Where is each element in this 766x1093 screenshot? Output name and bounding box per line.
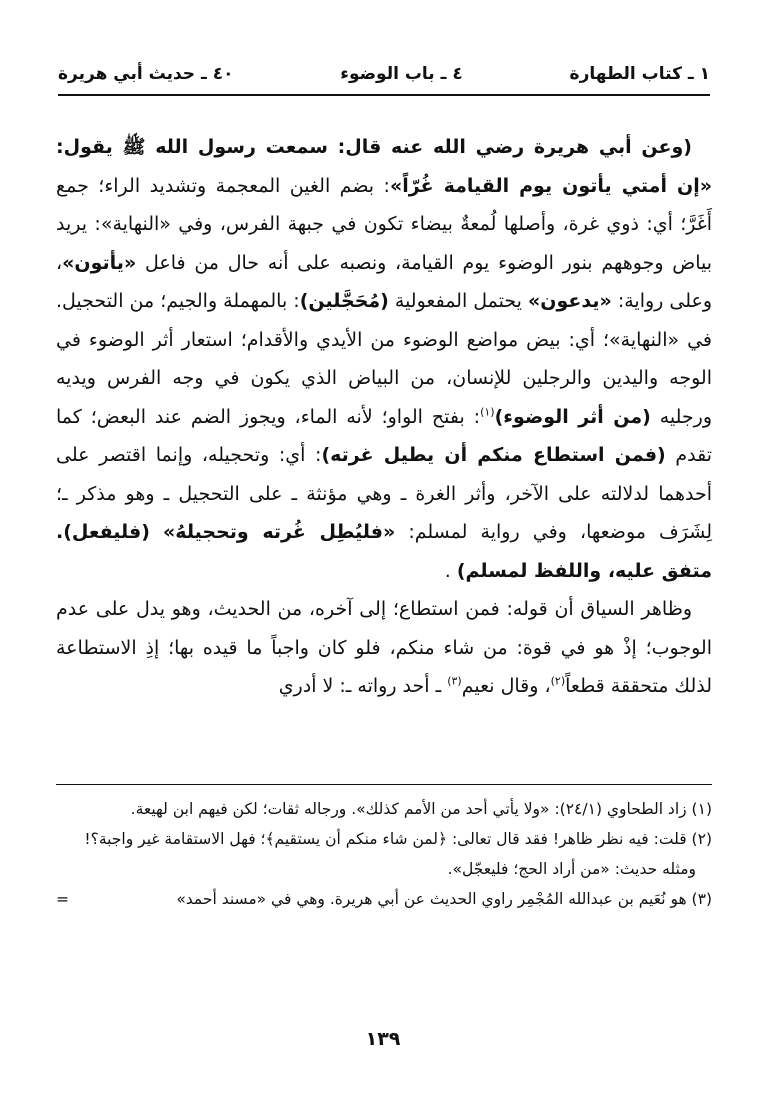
commentary-text: : أي: وتحجيله، وإنما اقتصر على أحدهما لدلالته على الآخر، وأثر الغرة ـ وهي مؤنثة ـ على التحجيل ـ وهو مذكر ـ؛ لِشَرَف موضعها، وفي رواية لمسلم: bbox=[56, 444, 712, 543]
commentary-text: وظاهر السياق أن قوله: فمن استطاع؛ إلى آخره، من الحديث، وهو يدل على عدم الوجوب؛ إذْ هو في قوة: من شاء منكم، فلو كان واجباً ما قيده بها؛ إذِ الاستطاعة لذلك متحققة قطعاً bbox=[56, 598, 712, 697]
quoted-word: (مُحَجَّلين) bbox=[299, 290, 389, 312]
hadith-text: (فليفعل). متفق عليه، واللفظ لمسلم) bbox=[56, 521, 712, 582]
commentary-text: : بفتح الواو؛ لأنه الماء، ويجوز الضم عند البعض؛ كما تقدم bbox=[56, 405, 712, 466]
footnote-2-note: ومثله حديث: «من أراد الحج؛ فليعجّل». bbox=[447, 860, 696, 878]
footnotes bbox=[56, 794, 712, 914]
continuation-mark: = bbox=[56, 890, 69, 908]
commentary-text: : بضم الغين المعجمة وتشديد الراء؛ جمع أَغَرَّ؛ أي: ذوي غرة، وأصلها لُمعةٌ بيضاء تكون في جبهة الفرس، وفي «النهاية»: يريد بياض وجوههم بنور الوضوء يوم القيامة، ونصبه على أنه حال من فاعل bbox=[56, 174, 713, 274]
commentary-text: يحتمل المفعولية bbox=[394, 290, 522, 312]
footnote-ref: (٣) bbox=[447, 674, 462, 688]
commentary-text: ، وعلى رواية: bbox=[56, 251, 712, 312]
hadith-text: (فمن استطاع منكم أن يطيل غرته) bbox=[321, 444, 666, 466]
footnote-2: (٢) قلت: فيه نظر ظاهر! فقد قال تعالى: ﴿لمن شاء منكم أن يستقيم﴾؛ فهل الاستقامة غير واجبة؟! bbox=[84, 830, 712, 848]
footnote-ref: (٢) bbox=[550, 674, 566, 688]
quoted-word: «فليُطِل غُرته وتحجيلهُ» bbox=[163, 521, 396, 543]
footnote-3-text: (٣) هو نُعَيم بن عبدالله المُجْمِر راوي الحديث عن أبي هريرة. وهي في «مسند أحمد» bbox=[176, 890, 712, 908]
paragraph-2 bbox=[56, 590, 712, 706]
running-header bbox=[58, 58, 710, 90]
footnote-3 bbox=[56, 884, 712, 914]
header-book-title: ١ ـ كتاب الطهارة bbox=[569, 64, 710, 84]
footnote-1: (١) زاد الطحاوي (٢٤/١): «ولا يأتي أحد من الأمم كذلك». ورجاله ثقات؛ لكن فيهم ابن لهيعة. bbox=[130, 800, 712, 818]
hadith-text: (وعن أبي هريرة رضي الله عنه قال: سمعت رسول الله ﷺ يقول: «إن أمتي يأتون يوم القيامة غُرّاً» bbox=[56, 136, 712, 197]
commentary-text: ، وقال نعيم bbox=[461, 675, 551, 697]
commentary-text: ـ أحد رواته ـ: لا أدري bbox=[278, 675, 442, 697]
main-text bbox=[56, 128, 712, 706]
paragraph-1 bbox=[56, 128, 712, 590]
quoted-word: (من أثر الوضوء) bbox=[494, 405, 651, 428]
quoted-word: «يدعون» bbox=[528, 290, 612, 312]
footnote-ref: (١) bbox=[480, 405, 495, 419]
commentary-text: : بالمهملة والجيم؛ من التحجيل. في «النهاية»؛ أي: بيض مواضع الوضوء من الأيدي والأقدام؛ استعار أثر الوضوء في الوجه واليدين والرجلين للإنسان، من البياض الذي يكون في وجه الفرس ويديه ورجليه bbox=[56, 290, 712, 428]
page-number: ١٣٩ bbox=[365, 1028, 401, 1050]
header-divider bbox=[58, 94, 710, 96]
header-chapter-title: ٤ ـ باب الوضوء bbox=[340, 64, 463, 84]
header-hadith-title: ٤٠ ـ حديث أبي هريرة bbox=[58, 64, 234, 84]
commentary-text: . bbox=[444, 559, 451, 582]
footnote-divider bbox=[56, 784, 712, 785]
quoted-word: «يأتون» bbox=[62, 251, 137, 274]
